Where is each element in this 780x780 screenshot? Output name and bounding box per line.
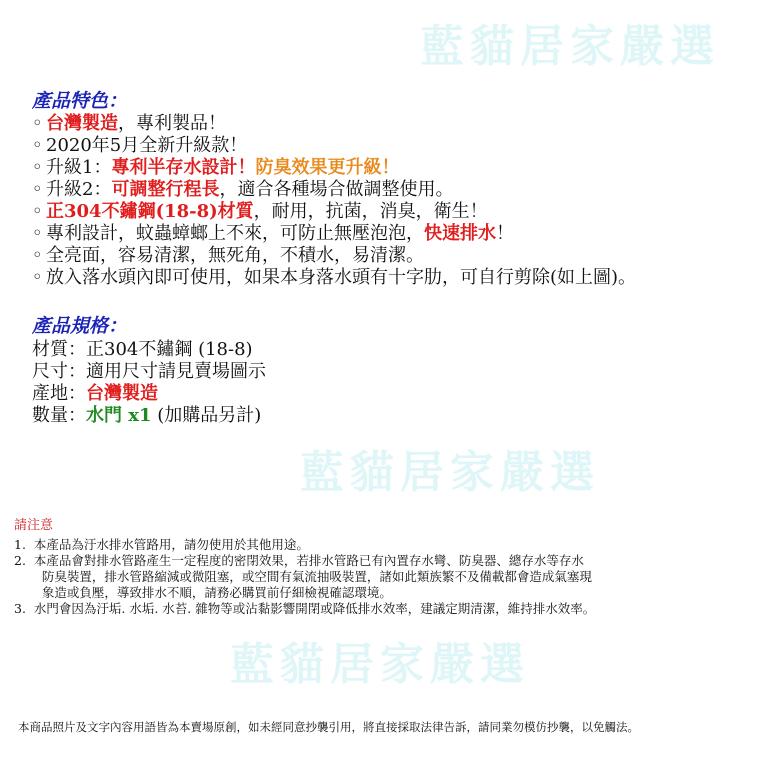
feature-text: ！: [496, 223, 514, 244]
spec-text: (加購品另計): [151, 405, 262, 426]
spec-text: 產地：: [32, 383, 86, 404]
bullet-icon: ◦: [32, 157, 43, 178]
bullet-icon: ◦: [32, 267, 43, 288]
note-line: 防臭裝置，排水管路縮減或微阻塞，或空間有氣流抽吸裝置，諸如此類族繁不及備載都會造成氣塞現: [14, 569, 592, 584]
spec-text: 數量：: [32, 405, 86, 426]
bullet-icon: ◦: [32, 201, 43, 222]
copyright-footer: 本商品照片及文字內容用語皆為本賣場原創，如未經同意抄襲引用，將直接採取法律告訴，請同業勿模仿抄襲，以免觸法。: [18, 720, 639, 734]
spec-line: [32, 383, 158, 405]
feature-text: ，耐用，抗菌，消臭，衛生！: [253, 201, 488, 222]
feature-text: 升級2：: [46, 179, 112, 200]
spec-text: 材質：正304不鏽鋼 (18-8): [32, 339, 253, 360]
feature-line: [32, 267, 636, 289]
specs-title: 產品規格：: [32, 315, 128, 337]
feature-text: 台灣製造: [46, 113, 118, 134]
features-title: 產品特色：: [32, 90, 128, 112]
feature-text: 可調整行程長: [111, 179, 220, 200]
feature-text: 正304不鏽鋼(18-8)材質: [46, 201, 254, 222]
feature-text: 快速排水: [424, 223, 496, 244]
spec-text: 水門 x1: [86, 405, 152, 426]
spec-line: [32, 405, 261, 427]
feature-text: 升級1：: [46, 157, 112, 178]
spec-text: 尺寸：適用尺寸請見賣場圖示: [32, 361, 266, 382]
feature-text: 全亮面，容易清潔，無死角，不積水，易清潔。: [46, 245, 424, 266]
feature-text: 專利設計，蚊蟲蟑螂上不來，可防止無壓泡泡，: [46, 223, 424, 244]
notes-title: 請注意: [14, 518, 54, 533]
bullet-icon: ◦: [32, 245, 43, 266]
feature-text: 防臭效果更升級！: [255, 157, 400, 178]
feature-line: [32, 157, 399, 179]
watermark: 藍貓居家嚴選: [420, 21, 720, 72]
watermark: 藍貓居家嚴選: [230, 639, 530, 690]
feature-text: ，適合各種場合做調整使用。: [219, 179, 454, 200]
feature-text: ，專利製品！: [118, 113, 226, 134]
feature-line: [32, 179, 453, 201]
feature-text: 專利半存水設計！: [111, 157, 256, 178]
note-line: 1. 本產品為汙水排水管路用，請勿使用於其他用途。: [14, 537, 309, 552]
spec-text: 台灣製造: [86, 383, 158, 404]
note-line: 2. 本產品會對排水管路產生一定程度的密閉效果，若排水管路已有內置存水彎、防臭器、總存水等存水: [14, 553, 584, 568]
bullet-icon: ◦: [32, 135, 43, 156]
feature-line: [32, 223, 514, 245]
watermark: 藍貓居家嚴選: [300, 447, 600, 498]
note-line: 3. 水門會因為汙垢. 水垢. 水苔. 雜物等或沾黏影響開閉或降低排水效率，建議定期清潔，維持排水效率。: [14, 601, 596, 616]
feature-line: [32, 135, 247, 157]
feature-line: [32, 113, 226, 135]
note-line: 象造或負壓，導致排水不順，請務必購買前仔細檢視確認環境。: [14, 585, 392, 600]
bullet-icon: ◦: [32, 113, 43, 134]
feature-line: [32, 245, 424, 267]
feature-text: 放入落水頭內即可使用，如果本身落水頭有十字肋，可自行剪除(如上圖)。: [46, 267, 637, 288]
feature-line: [32, 201, 488, 223]
spec-line: [32, 361, 266, 383]
bullet-icon: ◦: [32, 223, 43, 244]
spec-line: [32, 339, 253, 361]
feature-text: 2020年5月全新升級款！: [46, 135, 248, 156]
bullet-icon: ◦: [32, 179, 43, 200]
